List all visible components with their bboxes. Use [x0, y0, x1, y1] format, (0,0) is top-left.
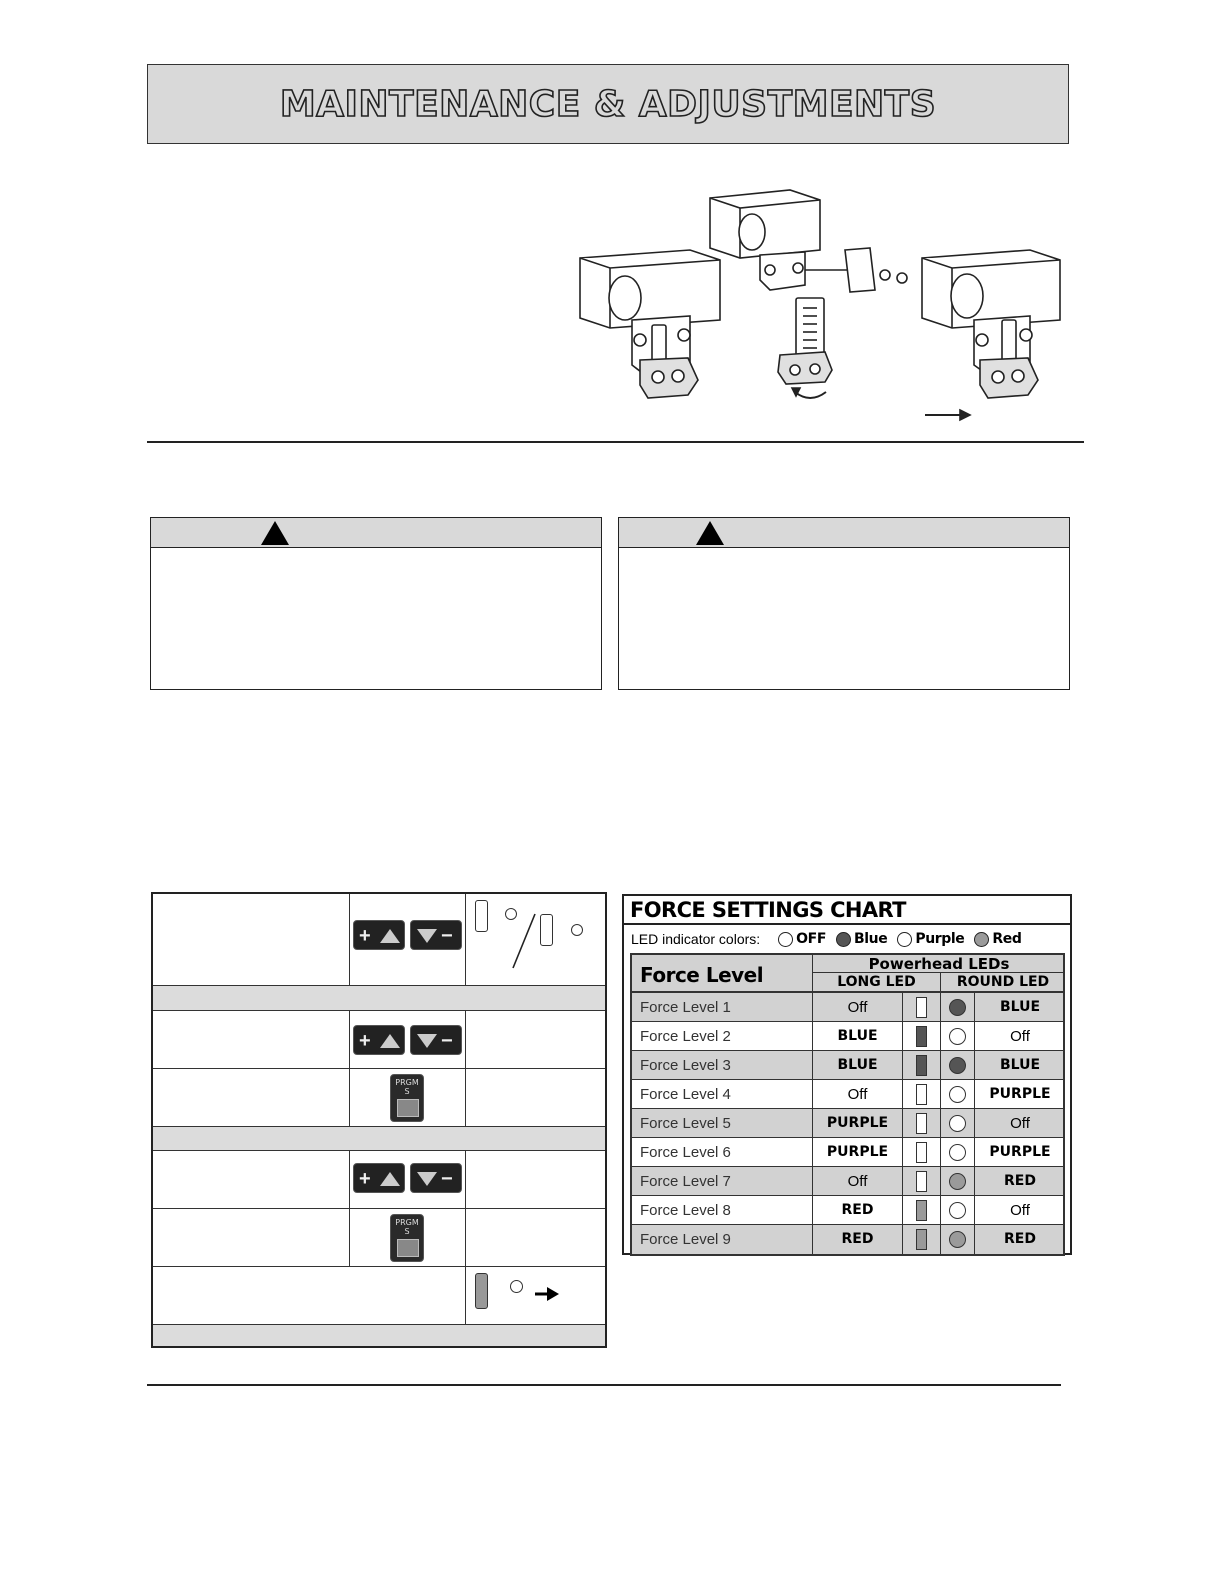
procedure-band	[153, 1127, 605, 1151]
table-row	[632, 993, 1063, 1022]
long-led-value: Off	[812, 993, 902, 1021]
round-led-icon	[949, 1202, 966, 1219]
legend-off: OFF	[796, 931, 827, 947]
force-level-cell: Force Level 8	[640, 1202, 731, 1219]
long-led-cell	[902, 1138, 940, 1166]
procedure-row-3	[153, 1069, 605, 1127]
legend-blue: Blue	[854, 931, 888, 947]
table-row	[632, 1022, 1063, 1051]
round-led-value: Off	[974, 1109, 1065, 1137]
round-led-icon	[949, 1144, 966, 1161]
header-round-led: ROUND LED	[940, 973, 1065, 991]
chart-title: FORCE SETTINGS CHART	[630, 898, 906, 922]
table-row	[632, 1196, 1063, 1225]
force-level-cell: Force Level 1	[640, 999, 731, 1016]
long-led-icon	[475, 900, 488, 932]
force-level-cell: Force Level 2	[640, 1028, 731, 1045]
slash-divider	[509, 912, 539, 972]
rotate-arrow-icon	[795, 392, 826, 398]
prgm-button-icon: PRGM S	[390, 1074, 424, 1122]
round-led-cell	[940, 993, 974, 1021]
round-led-icon	[571, 924, 583, 936]
warning-box-right	[618, 517, 1070, 690]
up-plus-button-icon: +	[353, 920, 405, 950]
down-minus-button-icon: −	[410, 1163, 462, 1193]
bracket-middle	[710, 190, 907, 384]
legend-red: Red	[992, 931, 1022, 947]
round-led-value: PURPLE	[974, 1080, 1065, 1108]
long-led-icon	[916, 1113, 927, 1134]
bracket-left	[580, 250, 720, 398]
legend-label: LED indicator colors:	[631, 931, 761, 947]
long-led-value: Off	[812, 1167, 902, 1195]
header-force-level: Force Level	[640, 963, 764, 987]
warning-triangle-icon	[696, 521, 724, 545]
procedure-row-2	[153, 1011, 605, 1069]
bracket-right	[922, 250, 1060, 398]
long-led-icon	[916, 1084, 927, 1105]
bracket-assembly-illustration	[570, 180, 1080, 425]
long-led-value: RED	[812, 1196, 902, 1224]
procedure-band	[153, 1325, 605, 1346]
round-led-cell	[940, 1051, 974, 1079]
force-settings-chart	[622, 894, 1072, 1255]
warning-box-left	[150, 517, 602, 690]
warning-triangle-icon	[261, 521, 289, 545]
table-row	[632, 1138, 1063, 1167]
force-level-cell: Force Level 4	[640, 1086, 731, 1103]
legend-blue-icon	[836, 932, 851, 947]
round-led-icon	[949, 1086, 966, 1103]
up-plus-button-icon: +	[353, 1025, 405, 1055]
long-led-cell	[902, 1196, 940, 1224]
header-banner	[147, 64, 1069, 144]
procedure-band	[153, 986, 605, 1011]
force-level-cell: Force Level 7	[640, 1173, 731, 1190]
long-led-icon	[916, 1200, 927, 1221]
page-title: MAINTENANCE & ADJUSTMENTS	[279, 83, 937, 125]
up-down-buttons	[353, 1163, 462, 1193]
round-led-icon	[949, 1115, 966, 1132]
long-led-cell	[902, 1225, 940, 1254]
round-led-value: Off	[974, 1196, 1065, 1224]
header-powerhead: Powerhead LEDs	[812, 955, 1065, 973]
long-led-cell	[902, 1109, 940, 1137]
force-table-header	[632, 955, 1063, 993]
procedure-row-6	[153, 1267, 605, 1325]
round-led-cell	[940, 1022, 974, 1050]
long-led-cell	[902, 1080, 940, 1108]
table-row	[632, 1167, 1063, 1196]
long-led-cell	[902, 1051, 940, 1079]
round-led-value: PURPLE	[974, 1138, 1065, 1166]
round-led-value: RED	[974, 1167, 1065, 1195]
arrow-right-icon	[533, 1284, 563, 1304]
up-down-buttons	[353, 1025, 462, 1055]
round-led-icon	[510, 1280, 523, 1293]
legend-off-icon	[778, 932, 793, 947]
long-led-icon	[475, 1273, 488, 1309]
procedure-row-5	[153, 1209, 605, 1267]
long-led-value: BLUE	[812, 1022, 902, 1050]
long-led-icon	[916, 1171, 927, 1192]
round-led-icon	[949, 999, 966, 1016]
round-led-icon	[949, 1173, 966, 1190]
round-led-cell	[940, 1109, 974, 1137]
legend-purple-icon	[897, 932, 912, 947]
legend-purple: Purple	[915, 931, 965, 947]
led-legend	[631, 931, 1032, 947]
round-led-icon	[949, 1057, 966, 1074]
force-level-cell: Force Level 5	[640, 1115, 731, 1132]
up-plus-button-icon: +	[353, 1163, 405, 1193]
long-led-icon	[540, 914, 553, 946]
long-led-cell	[902, 1022, 940, 1050]
legend-red-icon	[974, 932, 989, 947]
table-row	[632, 1225, 1063, 1254]
force-level-cell: Force Level 9	[640, 1231, 731, 1248]
long-led-icon	[916, 1229, 927, 1250]
round-led-value: BLUE	[974, 993, 1065, 1021]
header-long-led: LONG LED	[812, 973, 940, 991]
force-table-body	[632, 993, 1063, 1254]
long-led-cell	[902, 993, 940, 1021]
section-divider	[147, 441, 1084, 443]
force-table	[630, 953, 1065, 1256]
long-led-icon	[916, 1055, 927, 1076]
procedure-table	[151, 892, 607, 1348]
force-level-cell: Force Level 6	[640, 1144, 731, 1161]
long-led-cell	[902, 1167, 940, 1195]
long-led-icon	[916, 1026, 927, 1047]
down-minus-button-icon: −	[410, 920, 462, 950]
long-led-icon	[916, 997, 927, 1018]
round-led-cell	[940, 1225, 974, 1254]
long-led-icon	[916, 1142, 927, 1163]
procedure-row-1	[153, 894, 605, 986]
prgm-button-icon: PRGM S	[390, 1214, 424, 1262]
warning-header	[151, 518, 601, 548]
up-down-buttons	[353, 920, 462, 950]
down-minus-button-icon: −	[410, 1025, 462, 1055]
long-led-value: RED	[812, 1225, 902, 1254]
round-led-icon	[949, 1231, 966, 1248]
force-level-cell: Force Level 3	[640, 1057, 731, 1074]
warning-header	[619, 518, 1069, 548]
round-led-cell	[940, 1138, 974, 1166]
round-led-cell	[940, 1167, 974, 1195]
round-led-cell	[940, 1196, 974, 1224]
table-row	[632, 1109, 1063, 1138]
long-led-value: PURPLE	[812, 1138, 902, 1166]
long-led-value: PURPLE	[812, 1109, 902, 1137]
round-led-value: Off	[974, 1022, 1065, 1050]
round-led-value: BLUE	[974, 1051, 1065, 1079]
procedure-row-4	[153, 1151, 605, 1209]
round-led-cell	[940, 1080, 974, 1108]
table-row	[632, 1080, 1063, 1109]
table-row	[632, 1051, 1063, 1080]
round-led-value: RED	[974, 1225, 1065, 1254]
long-led-value: BLUE	[812, 1051, 902, 1079]
long-led-value: Off	[812, 1080, 902, 1108]
footer-divider	[147, 1384, 1061, 1386]
round-led-icon	[949, 1028, 966, 1045]
